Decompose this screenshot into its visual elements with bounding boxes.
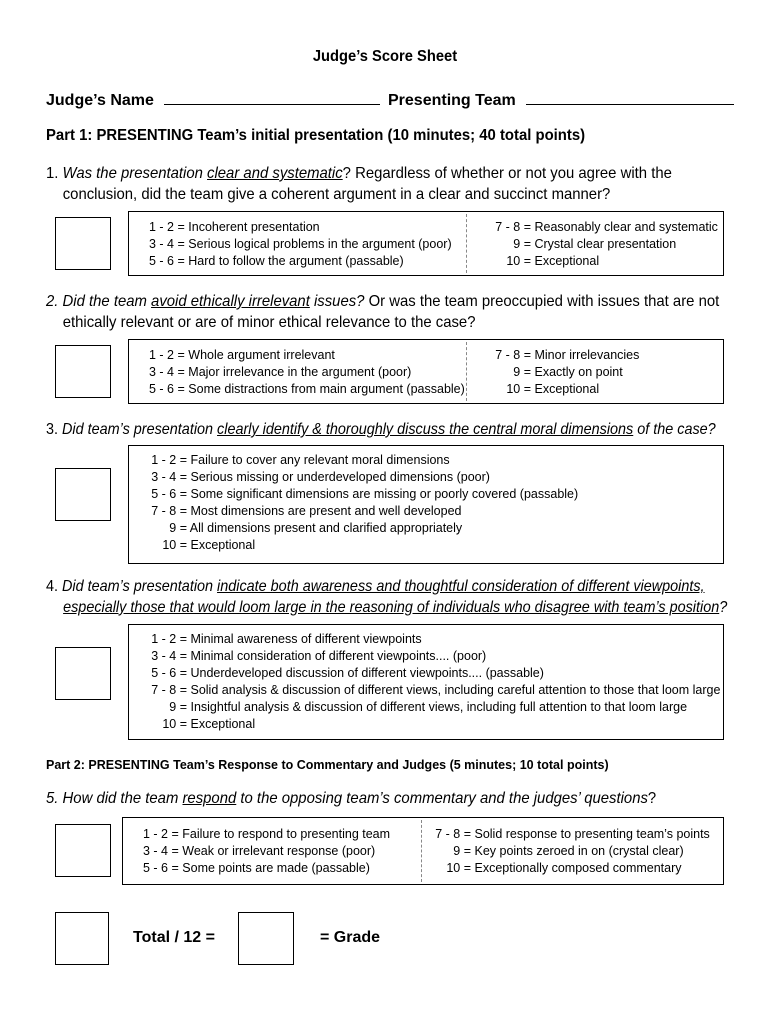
rubric-1-left: 1 - 2 = Incoherent presentation 3 - 4 = Serious logical problems in the argument (poor) 5 - 6 = Hard to follow the argument (passable): [149, 220, 452, 268]
score-box-3[interactable]: [55, 468, 111, 521]
rubric-5-left: 1 - 2 = Failure to respond to presenting team 3 - 4 = Weak or irrelevant response (poor) 5 - 6 = Some points are made (passable): [143, 827, 391, 875]
question-2: 2. Did the team avoid ethically irrelevant issues? Or was the team preoccupied with issues that are not ethically relevant or are of minor ethical relevance to the case?: [46, 293, 720, 331]
divider: [466, 342, 467, 401]
score-box-4[interactable]: [55, 647, 111, 700]
presenting-team-field[interactable]: [388, 90, 734, 110]
score-box-5[interactable]: [55, 824, 111, 877]
part2-heading: Part 2: PRESENTING Team’s Response to Commentary and Judges (5 minutes; 10 total points): [46, 758, 609, 772]
question-3: 3. Did team’s presentation clearly identify & thoroughly discuss the central moral dimensions of the case?: [46, 421, 716, 438]
rubric-2: [128, 339, 724, 404]
judge-name-field[interactable]: [46, 90, 380, 110]
score-box-2[interactable]: [55, 345, 111, 398]
grade-box[interactable]: [238, 912, 294, 965]
judge-name-label: Judge’s Name: [46, 92, 154, 109]
rubric-1: [128, 211, 724, 276]
question-1: 1. Was the presentation clear and systematic? Regardless of whether or not you agree with the conclusion, did the team give a coherent argument in a clear and succinct manner?: [46, 165, 672, 203]
rubric-4-items: 1 - 2 = Minimal awareness of different viewpoints 3 - 4 = Minimal consideration of different viewpoints.... (poor) 5 - 6 = Underdeveloped discussion of different viewpoints.... (passable) 7 - 8 = Solid analysis & discussion of different views, including careful attention to those that loom large 9 = Insightful analysis & discussion of different views, including full attention to that loom large 10 = Exceptional: [151, 632, 721, 731]
score-box-1[interactable]: [55, 217, 111, 270]
total-label: Total / 12 =: [133, 929, 215, 946]
rubric-5: [122, 817, 724, 885]
divider: [466, 214, 467, 273]
divider: [421, 820, 422, 882]
presenting-team-label: Presenting Team: [388, 92, 516, 109]
page-title: Judge’s Score Sheet: [312, 48, 458, 65]
part1-heading: Part 1: PRESENTING Team’s initial presentation (10 minutes; 40 total points): [46, 127, 586, 144]
total-box[interactable]: [55, 912, 109, 965]
rubric-2-left: 1 - 2 = Whole argument irrelevant 3 - 4 = Major irrelevance in the argument (poor) 5 - 6 = Some distractions from main argument (passable): [149, 348, 465, 396]
rubric-5-right: 7 - 8 = Solid response to presenting team’s points 9 = Key points zeroed in on (crystal clear) 10 = Exceptionally composed commentary: [435, 827, 710, 875]
rubric-1-right: 7 - 8 = Reasonably clear and systematic 9 = Crystal clear presentation 10 = Exceptional: [495, 220, 718, 268]
presenting-team-line[interactable]: [526, 90, 734, 105]
rubric-3: [128, 445, 724, 564]
judge-name-line[interactable]: [164, 90, 380, 105]
rubric-4: [128, 624, 724, 740]
grade-label: = Grade: [320, 929, 381, 946]
rubric-3-items: 1 - 2 = Failure to cover any relevant moral dimensions 3 - 4 = Serious missing or underdeveloped dimensions (poor) 5 - 6 = Some significant dimensions are missing or poorly covered (passable) 7 - 8 = Most dimensions are present and well developed 9 = All dimensions present and clarified appropriately 10 = Exceptional: [151, 453, 579, 552]
rubric-2-right: 7 - 8 = Minor irrelevancies 9 = Exactly on point 10 = Exceptional: [495, 348, 640, 396]
question-4: 4. Did team’s presentation indicate both awareness and thoughtful consideration of different viewpoints, especially those that would loom large in the reasoning of individuals who disagree with team’s position?: [46, 578, 728, 616]
question-5: 5. How did the team respond to the opposing team’s commentary and the judges’ questions?: [46, 790, 657, 807]
